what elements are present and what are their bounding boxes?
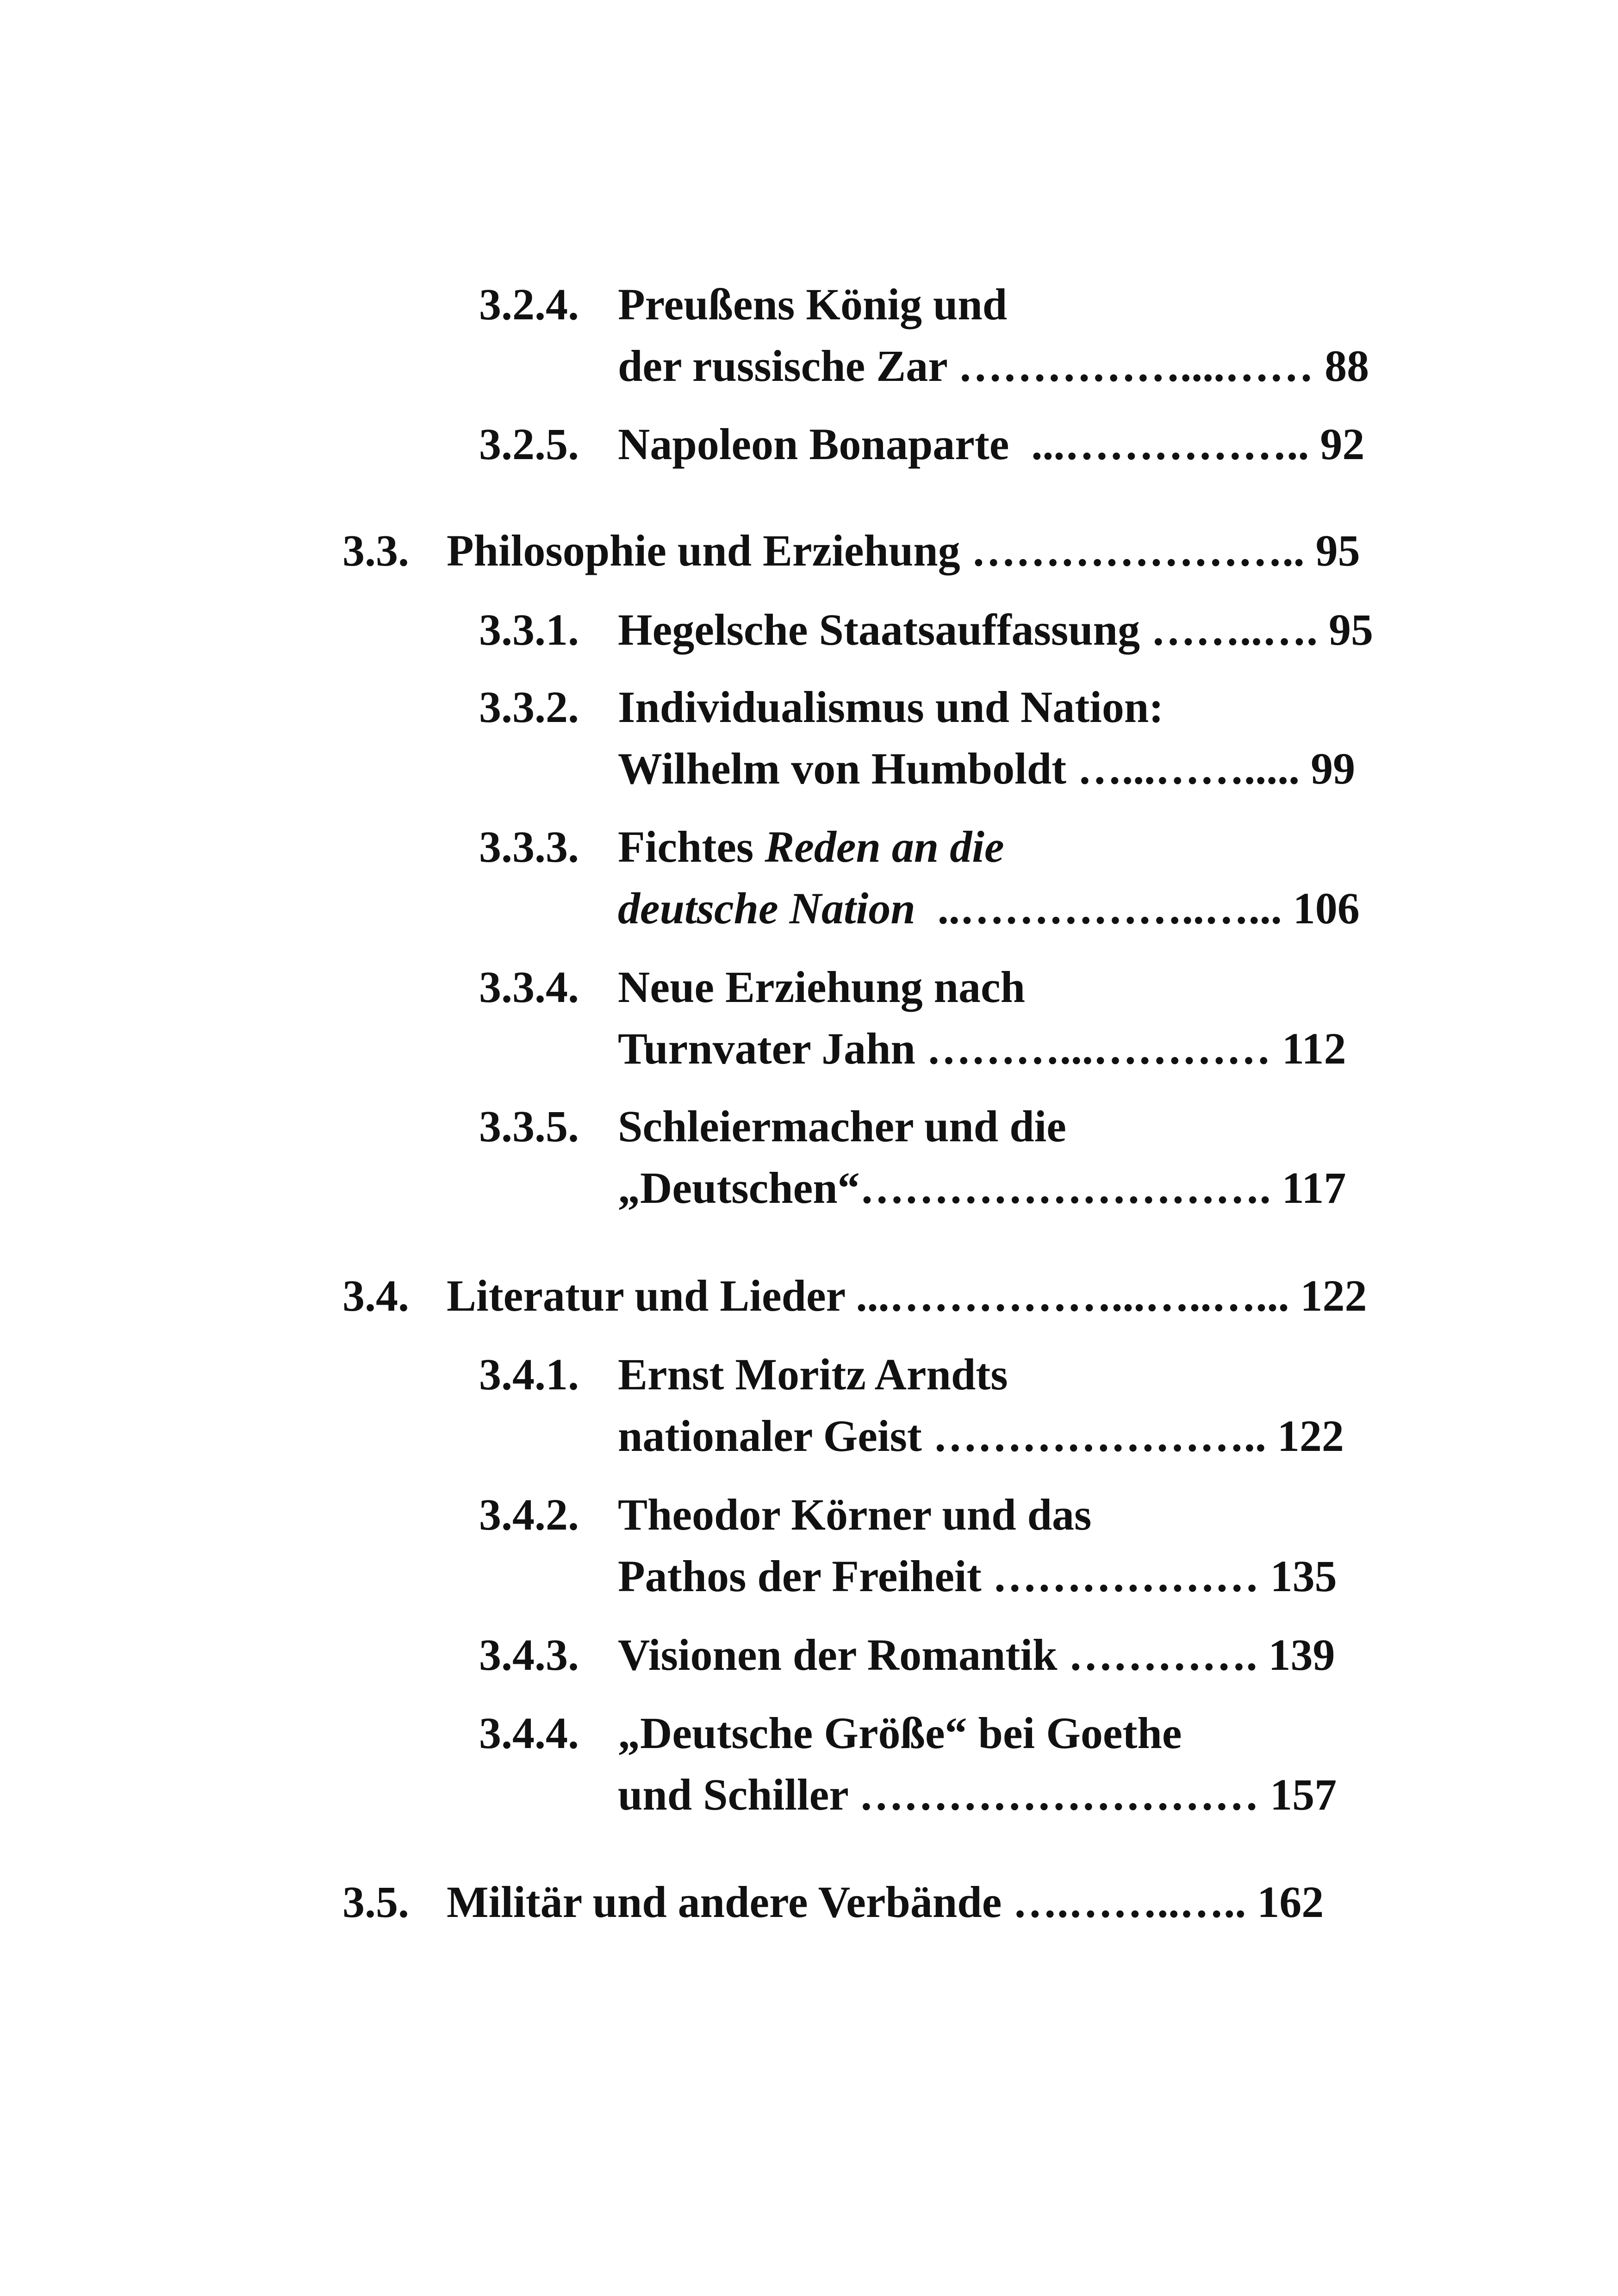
toc-entry-3-2-4-number: 3.2.4. [479,280,579,329]
toc-entry-3-4-3-number: 3.4.3. [479,1630,579,1680]
toc-entry-3-3-3-title-cont-italic: deutsche Nation [618,884,915,933]
toc-entry-3-2-4-title-cont: der russische Zar ……………....…… 88 [618,341,1369,391]
toc-section-3-5-title: Militär und andere Verbände ….……..….. 162 [447,1877,1324,1927]
toc-entry-3-2-5-number: 3.2.5. [479,419,579,469]
toc-entry-3-3-2-title: Individualismus und Nation: [618,682,1164,732]
toc-entry-3-3-4-number: 3.3.4. [479,962,579,1012]
toc-entry-3-3-4-title: Neue Erziehung nach [618,962,1026,1012]
toc-entry-3-3-3-number: 3.3.3. [479,822,579,871]
toc-entry-3-2-4-title: Preußens König und [618,280,1008,329]
toc-entry-3-3-2-title-cont: Wilhelm von Humboldt …...……..... 99 [618,744,1356,793]
toc-entry-3-4-4-title: „Deutsche Größe“ bei Goethe [618,1708,1182,1758]
toc-section-3-3-number: 3.3. [342,526,409,575]
toc-entry-3-3-3-title [618,822,1004,871]
toc-entry-3-4-1-number: 3.4.1. [479,1350,579,1399]
toc-entry-3-3-1-number: 3.3.1. [479,605,579,654]
toc-entry-3-4-2-number: 3.4.2. [479,1490,579,1539]
toc-entry-3-3-5-title-cont: „Deutschen“………………………. 117 [618,1163,1346,1213]
toc-entry-3-3-5-number: 3.3.5. [479,1101,579,1151]
toc-entry-3-4-3-title: Visionen der Romantik …………. 139 [618,1630,1335,1680]
toc-section-3-5-number: 3.5. [342,1877,409,1927]
toc-entry-3-4-4-title-cont: und Schiller ……………………… 157 [618,1770,1337,1819]
toc-entry-3-4-2-title-cont: Pathos der Freiheit ……………… 135 [618,1551,1337,1601]
toc-entry-3-4-4-number: 3.4.4. [479,1708,579,1758]
toc-entry-3-3-3-leader-page: ..……………..…... 106 [915,884,1360,933]
toc-entry-3-3-2-number: 3.3.2. [479,682,579,732]
toc-entry-3-3-3-title-prefix: Fichtes [618,822,765,871]
toc-entry-3-3-3-title-italic: Reden an die [765,822,1004,871]
toc-entry-3-4-2-title: Theodor Körner und das [618,1490,1092,1539]
toc-section-3-4-title: Literatur und Lieder ...……………...…..…... 122 [447,1271,1367,1320]
toc-entry-3-4-1-title: Ernst Moritz Arndts [618,1350,1008,1399]
toc-entry-3-3-3-title-cont [618,886,1360,931]
toc-entry-3-3-1-title: Hegelsche Staatsauffassung ……..…. 95 [618,605,1374,654]
toc-section-3-3-title: Philosophie und Erziehung ………………….. 95 [447,526,1360,575]
toc-entry-3-3-5-title: Schleiermacher und die [618,1101,1066,1151]
toc-entry-3-3-4-title-cont: Turnvater Jahn ………...………… 112 [618,1024,1346,1073]
toc-entry-3-2-5-title: Napoleon Bonaparte ...…………….. 92 [618,419,1365,469]
toc-section-3-4-number: 3.4. [342,1271,409,1320]
toc-entry-3-4-1-title-cont: nationaler Geist ………………….. 122 [618,1411,1344,1461]
